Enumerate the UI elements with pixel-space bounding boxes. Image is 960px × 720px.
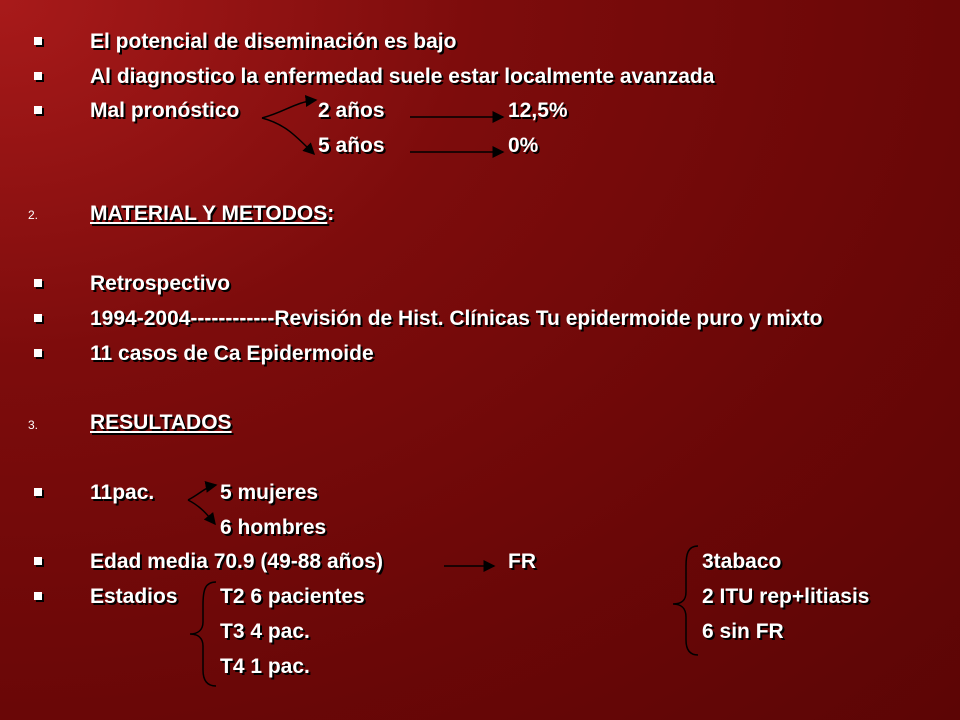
stages-label: Estadios bbox=[90, 585, 178, 608]
patients-label: 11pac. bbox=[90, 481, 155, 504]
brace-stages-icon bbox=[190, 582, 216, 686]
risk-factor-tobacco: 3tabaco bbox=[702, 550, 782, 573]
section-heading-material-text: MATERIAL Y METODOS bbox=[90, 202, 328, 225]
prognosis-5-years-value: 0% bbox=[508, 134, 539, 157]
prognosis-5-years: 5 años bbox=[318, 134, 385, 157]
brace-risk-factors-icon bbox=[673, 546, 698, 655]
prognosis-2-years-value: 12,5% bbox=[508, 99, 568, 122]
arrow-icon bbox=[188, 485, 216, 500]
men-count: 6 hombres bbox=[220, 516, 327, 539]
section-number-2: 2. bbox=[28, 208, 39, 222]
stage-t2: T2 6 pacientes bbox=[220, 585, 365, 608]
prognosis-2-years: 2 años bbox=[318, 99, 385, 122]
section-heading-material-colon: : bbox=[327, 202, 335, 225]
section-heading-resultados: RESULTADOS bbox=[90, 411, 232, 434]
method-item-2: 1994-2004------------Revisión de Hist. Clínicas Tu epidermoide puro y mixto bbox=[90, 307, 823, 330]
method-item-3: 11 casos de Ca Epidermoide bbox=[90, 342, 374, 365]
arrow-icon bbox=[262, 118, 314, 154]
risk-factor-none: 6 sin FR bbox=[702, 620, 784, 643]
arrow-icon bbox=[262, 100, 316, 118]
risk-factors-label: FR bbox=[508, 550, 536, 573]
intro-item-3: Mal pronóstico bbox=[90, 99, 240, 122]
stage-t3: T3 4 pac. bbox=[220, 620, 310, 643]
arrow-icon bbox=[188, 500, 215, 524]
intro-item-1: El potencial de diseminación es bajo bbox=[90, 30, 457, 53]
intro-item-2: Al diagnostico la enfermedad suele estar localmente avanzada bbox=[90, 65, 715, 88]
risk-factor-itu: 2 ITU rep+litiasis bbox=[702, 585, 870, 608]
section-number-3: 3. bbox=[28, 418, 39, 432]
method-item-1: Retrospectivo bbox=[90, 272, 231, 295]
age-mean: Edad media 70.9 (49-88 años) bbox=[90, 550, 383, 573]
stage-t4: T4 1 pac. bbox=[220, 655, 310, 678]
women-count: 5 mujeres bbox=[220, 481, 319, 504]
